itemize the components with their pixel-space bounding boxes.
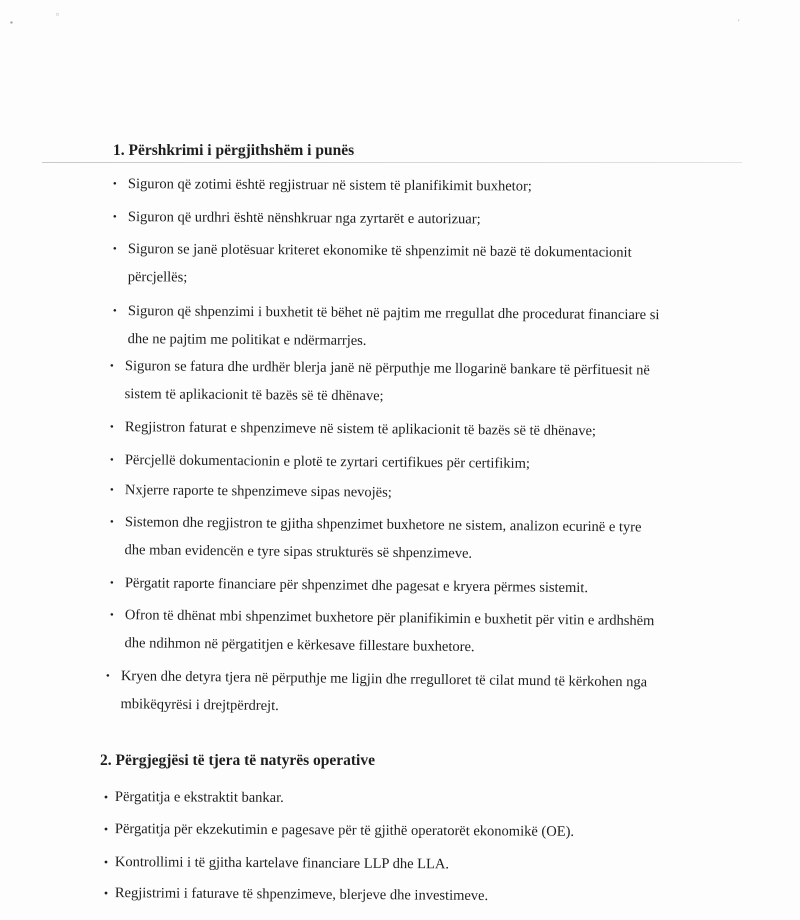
bullet-icon: • <box>112 242 117 256</box>
list-item-text: Kontrollimi i të gjitha kartelave financiare LLP dhe LLA. <box>114 854 450 873</box>
section1-list-item <box>110 479 392 504</box>
section1-list-item <box>109 604 654 660</box>
bullet-icon: • <box>112 210 117 224</box>
section1-list-item <box>113 206 481 230</box>
bullet-icon: • <box>112 304 117 318</box>
scan-artifact: ▪ <box>10 18 13 27</box>
list-item-text: Përgatitja e ekstraktit bankar. <box>114 789 284 806</box>
list-item-text: Përcjellë dokumentacionin e plotë te zyrtari certifikues për certifikim; <box>124 452 530 472</box>
list-item-text: dhe ne pajtim me politikat e ndërmarrjes. <box>127 331 367 349</box>
scan-artifact: ▫ <box>56 10 59 19</box>
list-item-text: Siguron që zotimi është regjistruar në sistem të planifikimit buxhetor; <box>127 176 532 195</box>
list-item-text: Përgatitja për ekzekutimin e pagesave për të gjithë operatorët ekonomikë (OE). <box>114 821 575 840</box>
bullet-icon: • <box>103 789 109 805</box>
scan-artifact: ʹ <box>738 18 740 27</box>
bullet-icon: • <box>109 608 114 622</box>
list-item-text: Siguron që urdhri është nënshkruar nga zyrtarët e autorizuar; <box>127 209 481 228</box>
section1-list-item <box>113 173 532 198</box>
list-item-text: Kryen dhe detyra tjera në përputhje me ligjin dhe rregulloret të cilat mund të kërkohen nga <box>120 668 648 691</box>
scan-rule-line <box>42 162 742 163</box>
list-item-text: sistem të aplikacionit të bazës së të dhënave; <box>124 386 384 405</box>
section2-list-item <box>104 786 284 809</box>
bullet-icon: • <box>109 420 114 434</box>
list-item-text: Sistemon dhe regjistron te gjitha shpenzimet buxhetore ne sistem, analizon ecurinë e tyre <box>124 514 642 536</box>
list-item-text: dhe ndihmon në përgatitjen e kërkesave fillestare buxhetore. <box>124 635 475 656</box>
section2-list-item <box>104 818 574 843</box>
list-item-text: Regjistron faturat e shpenzimeve në sistem të aplikacionit të bazës së të dhënave; <box>124 419 597 440</box>
list-item-text: Nxjerre raporte te shpenzimeve sipas nevojës; <box>124 482 392 501</box>
bullet-icon: • <box>109 515 114 529</box>
bullet-icon: • <box>112 177 117 191</box>
bullet-icon: • <box>103 821 109 837</box>
list-item-text: Siguron se janë plotësuar kriteret ekonomike të shpenzimit në bazë të dokumentacionit <box>127 241 632 261</box>
section2-list-item <box>104 882 488 907</box>
bullet-icon: • <box>109 453 114 467</box>
section1-list-item <box>110 355 650 409</box>
section1-list-item <box>110 416 596 442</box>
list-item-text: mbikëqyrësi i drejtpërdrejt. <box>120 696 279 715</box>
section1-list-item <box>110 572 588 599</box>
section1-list-item <box>105 665 647 721</box>
section1-heading: 1. Përshkrimi i përgjithshëm i punës <box>113 142 355 159</box>
section1-list-item <box>109 511 641 566</box>
section1-list-item <box>113 300 660 354</box>
list-item-text: Përgatit raporte financiare për shpenzimet dhe pagesat e kryera përmes sistemit. <box>124 575 589 597</box>
bullet-icon: • <box>109 483 114 497</box>
bullet-icon: • <box>103 854 109 870</box>
bullet-icon: • <box>105 669 110 683</box>
section1-list-item <box>113 238 632 292</box>
bullet-icon: • <box>109 576 114 590</box>
section1-list-item <box>110 449 530 475</box>
section2-list-item <box>104 851 449 875</box>
list-item-text: Ofron të dhënat mbi shpenzimet buxhetore për planifikimin e buxhetit për vitin e ardhshëm <box>124 607 655 630</box>
list-item-text: përcjellës; <box>127 269 188 286</box>
list-item-text: dhe mban evidencën e tyre sipas strukturës së shpenzimeve. <box>124 542 473 562</box>
bullet-icon: • <box>103 885 109 901</box>
list-item-text: Regjistrimi i faturave të shpenzimeve, blerjeve dhe investimeve. <box>114 885 489 905</box>
bullet-icon: • <box>109 359 114 373</box>
list-item-text: Siguron që shpenzimi i buxhetit të bëhet në pajtim me rregullat dhe procedurat financiare si <box>127 303 660 324</box>
list-item-text: Siguron se fatura dhe urdhër blerja janë në përputhje me llogarinë bankare të përfituesit në <box>124 358 650 379</box>
section2-heading: 2. Përgjegjësi të tjera të natyrës operative <box>100 752 375 769</box>
